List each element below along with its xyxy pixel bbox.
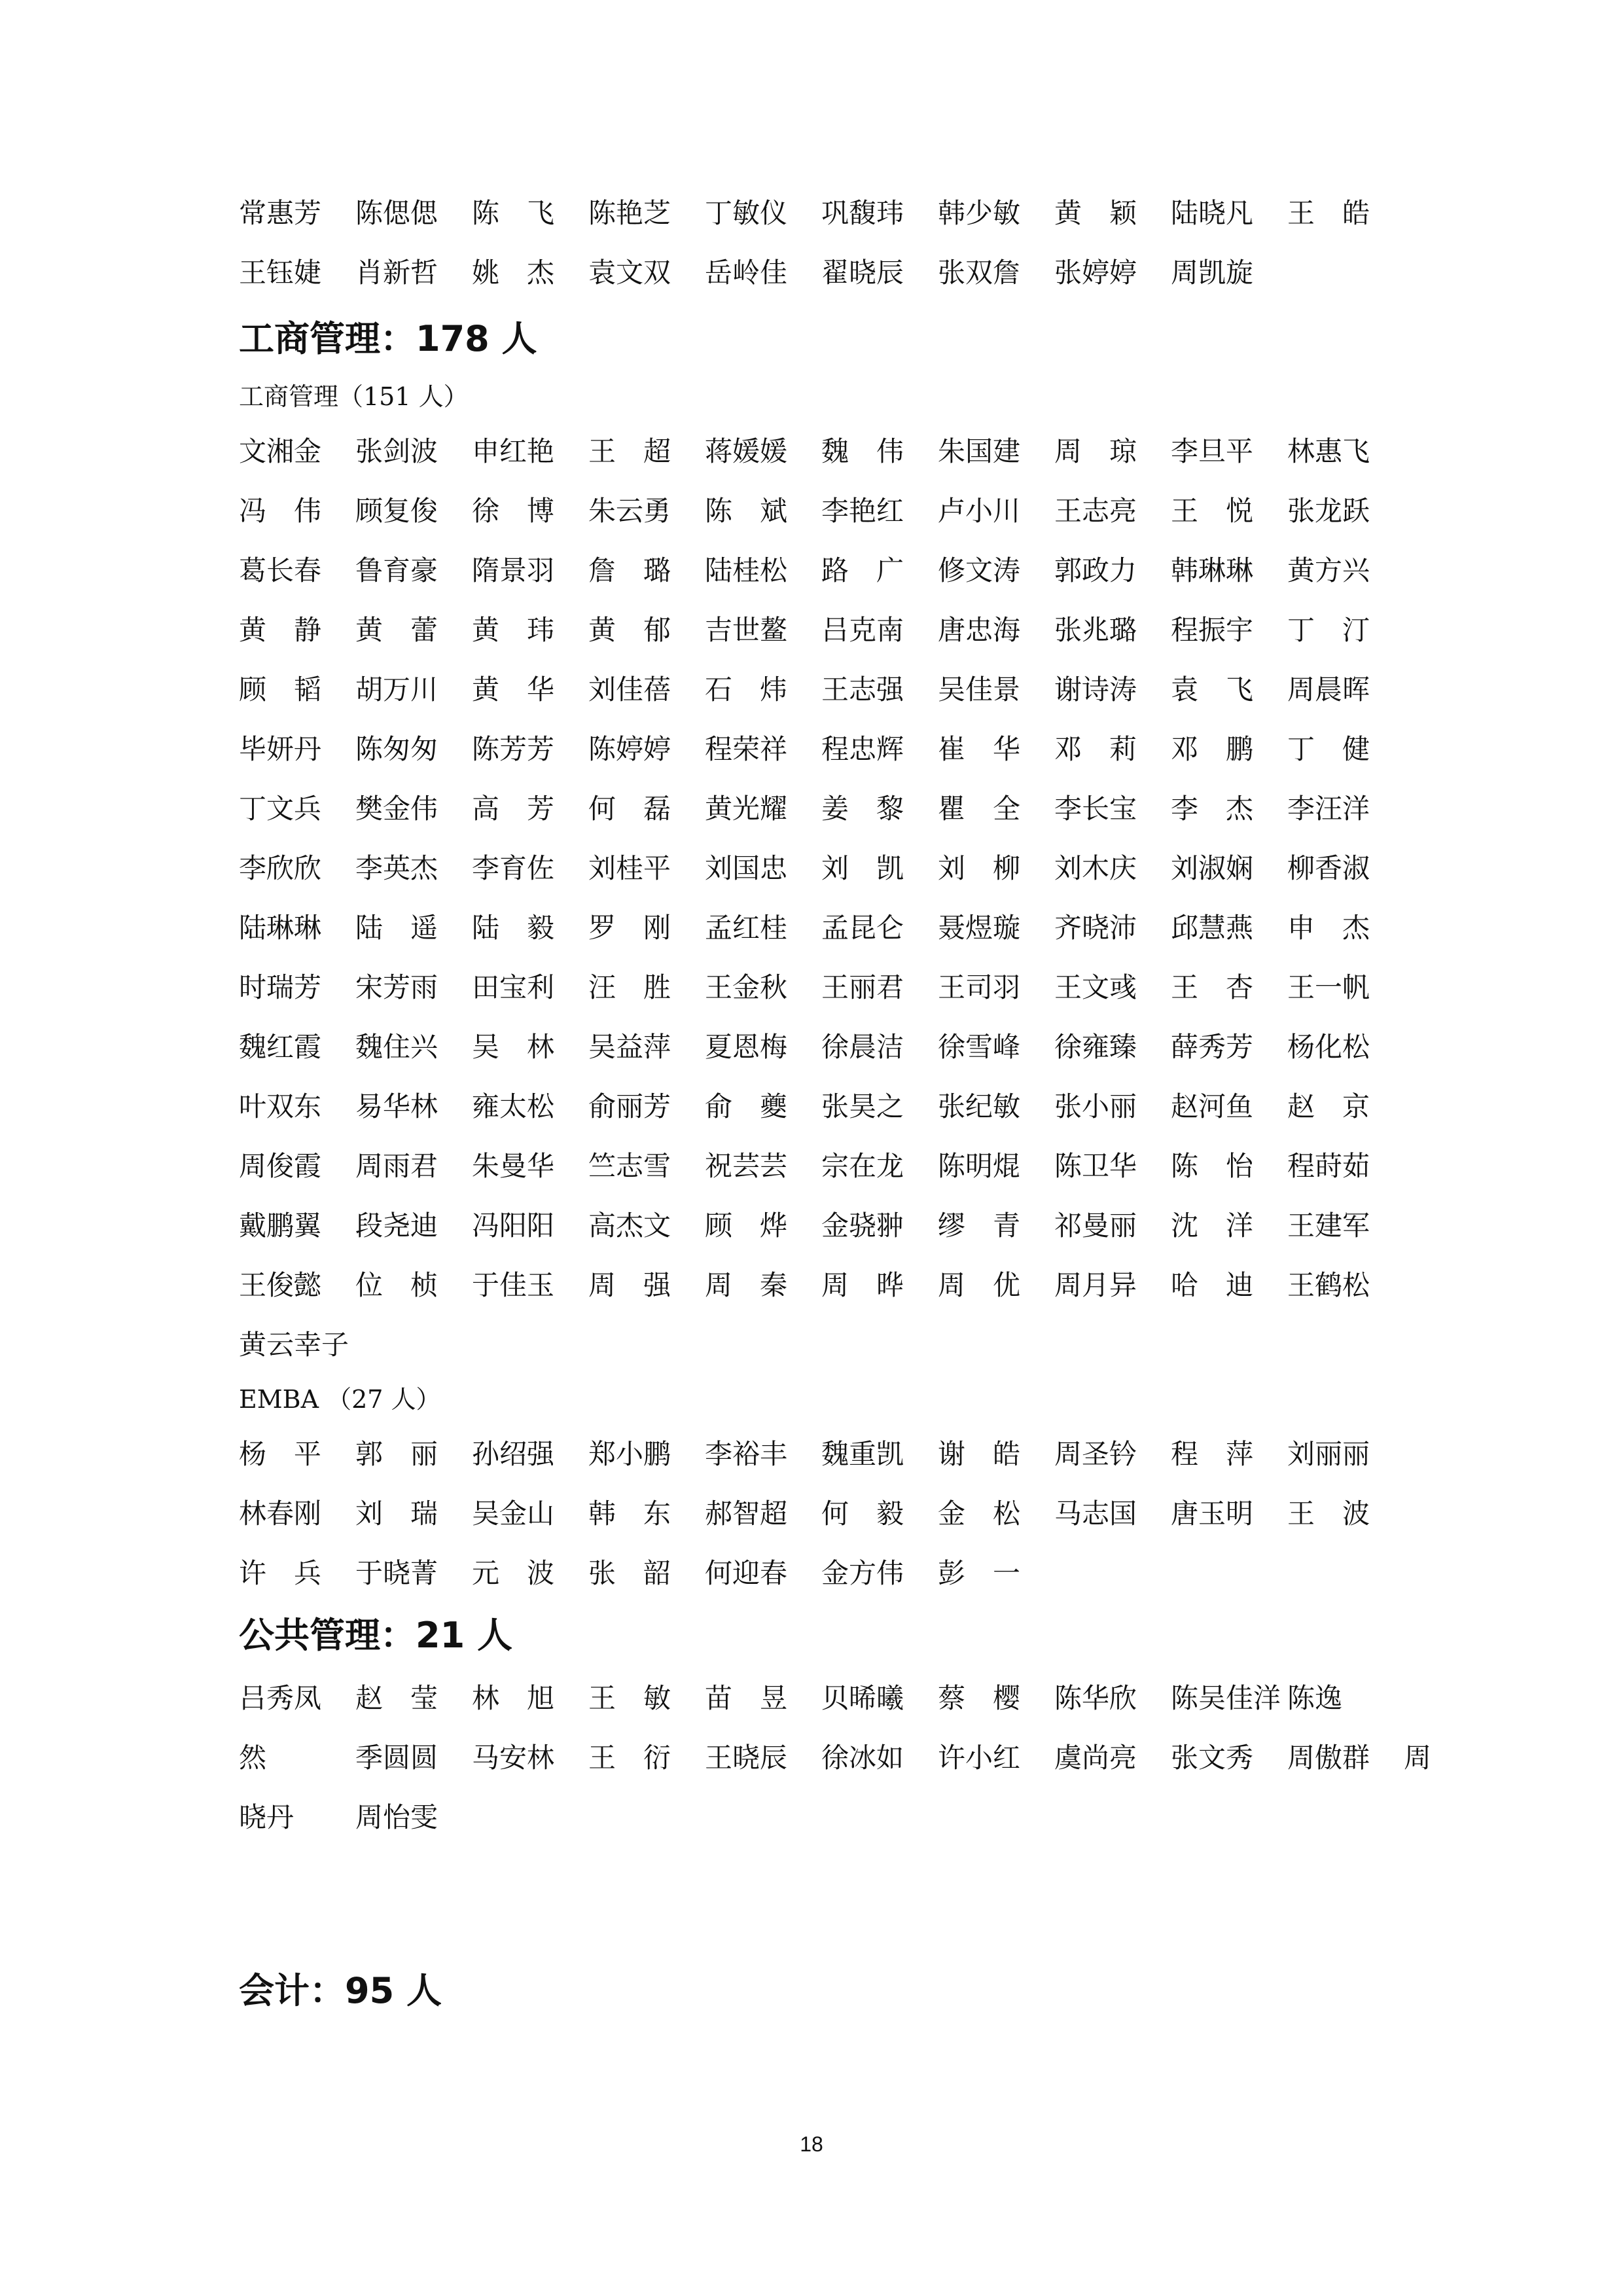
name-entry: 邓鹏 [1171,733,1281,765]
name-entry: 孙绍强 [472,1438,555,1470]
name-entry: 程莳茹 [1287,1150,1370,1182]
name-entry: 张小丽 [1054,1090,1137,1122]
name-entry: 郝智超 [705,1498,788,1530]
name-entry: 陈偲偲 [355,197,438,229]
name-entry: 鲁育豪 [355,554,438,586]
name-entry: 周晔 [821,1269,932,1301]
name-entry: 袁文双 [588,257,671,289]
name-entry: 瞿全 [938,793,1048,825]
name-entry: 吴佳景 [938,673,1021,706]
intro-name-list [239,183,1417,302]
name-entry: 蔡樱 [938,1682,1048,1714]
name-entry: 陆毅 [472,912,582,944]
name-entry: 李长宝 [1054,793,1137,825]
name-entry: 魏红霞 [239,1031,322,1063]
name-entry: 姚杰 [472,257,582,289]
name-entry: 申红艳 [472,435,555,467]
name-row [239,1255,1417,1315]
name-entry: 王鹤松 [1287,1269,1370,1301]
name-entry: 陈艳芝 [588,197,671,229]
name-entry: 程忠辉 [821,733,904,765]
name-entry: 程荣祥 [705,733,788,765]
page-content [239,183,1432,2024]
name-entry: 何磊 [588,793,699,825]
name-entry: 陈明焜 [938,1150,1021,1182]
name-entry: 贝晞曦 [821,1682,904,1714]
name-entry: 周 [1404,1742,1432,1774]
name-entry: 于佳玉 [472,1269,555,1301]
name-entry: 赵河鱼 [1171,1090,1254,1122]
sub-heading-emba: EMBA （27 人） [239,1385,441,1414]
name-entry: 王敏 [588,1682,699,1714]
name-entry: 季圆圆 [355,1742,438,1774]
name-entry: 王丽君 [821,971,904,1003]
name-entry: 刘佳蓓 [588,673,671,706]
name-entry: 周傲群 [1287,1742,1370,1774]
name-entry: 徐晨洁 [821,1031,904,1063]
name-entry: 易华林 [355,1090,438,1122]
name-entry: 宗在龙 [821,1150,904,1182]
name-row [239,958,1417,1017]
name-entry: 位桢 [355,1269,466,1301]
name-entry: 袁飞 [1171,673,1281,706]
name-entry: 陈吴佳洋 [1171,1682,1281,1714]
name-row [239,898,1417,958]
name-entry: 吕秀凤 [239,1682,322,1714]
name-entry: 沈洋 [1171,1210,1281,1242]
name-entry: 缪青 [938,1210,1048,1242]
name-entry: 俞夔 [705,1090,815,1122]
name-entry: 王金秋 [705,971,788,1003]
name-entry: 郑小鹏 [588,1438,671,1470]
name-entry: 周月异 [1054,1269,1137,1301]
name-entry: 邓莉 [1054,733,1165,765]
name-row [239,1136,1417,1196]
name-entry: 文湘金 [239,435,322,467]
name-entry: 翟晓辰 [821,257,904,289]
gongshang-name-list [239,422,1417,1374]
name-entry: 李汪洋 [1287,793,1370,825]
name-entry: 隋景羽 [472,554,555,586]
page-number: 18 [800,2132,823,2156]
name-entry: 陆桂松 [705,554,788,586]
name-entry: 陈卫华 [1054,1150,1137,1182]
name-entry: 叶双东 [239,1090,322,1122]
name-entry: 夏恩梅 [705,1031,788,1063]
name-entry: 姜黎 [821,793,932,825]
name-entry: 魏伟 [821,435,932,467]
name-entry: 陈飞 [472,197,582,229]
name-entry: 林旭 [472,1682,582,1714]
name-entry: 韩琳琳 [1171,554,1254,586]
name-entry: 林春刚 [239,1498,322,1530]
name-entry: 刘淑娴 [1171,852,1254,884]
name-entry: 程振宇 [1171,614,1254,646]
name-entry: 陈芳芳 [472,733,555,765]
name-entry: 晓丹 [239,1801,294,1833]
name-entry: 张兆璐 [1054,614,1137,646]
name-entry: 周凯旋 [1171,257,1254,289]
name-entry: 元波 [472,1557,582,1589]
name-entry: 齐晓沛 [1054,912,1137,944]
name-entry: 顾烨 [705,1210,815,1242]
name-entry: 高芳 [472,793,582,825]
name-entry: 毕妍丹 [239,733,322,765]
name-entry: 陈怡 [1171,1150,1281,1182]
name-entry: 李旦平 [1171,435,1254,467]
name-entry: 竺志雪 [588,1150,671,1182]
name-entry: 孟红桂 [705,912,788,944]
name-entry: 郭丽 [355,1438,466,1470]
name-entry: 程萍 [1171,1438,1281,1470]
name-entry: 王文彧 [1054,971,1137,1003]
name-entry: 徐雪峰 [938,1031,1021,1063]
name-row [239,1424,1417,1484]
name-entry: 马志国 [1054,1498,1137,1530]
name-entry: 周晨晖 [1287,673,1370,706]
name-entry: 陈斌 [705,495,815,527]
name-entry: 刘木庆 [1054,852,1137,884]
name-entry: 黄云幸子 [239,1329,349,1361]
name-entry: 李欣欣 [239,852,322,884]
name-entry: 韩东 [588,1498,699,1530]
name-row [239,1315,1417,1374]
name-row [239,600,1417,660]
section-heading-kuaiji: 会计：95 人 [239,1970,442,2011]
name-entry: 时瑞芳 [239,971,322,1003]
name-row [239,541,1417,600]
name-entry: 巩馥玮 [821,197,904,229]
name-entry: 祁曼丽 [1054,1210,1137,1242]
name-entry: 冯伟 [239,495,349,527]
name-entry: 宋芳雨 [355,971,438,1003]
name-entry: 杨化松 [1287,1031,1370,1063]
name-entry: 马安林 [472,1742,555,1774]
name-entry: 周怡雯 [355,1801,438,1833]
name-entry: 汪胜 [588,971,699,1003]
name-entry: 陈逸 [1287,1682,1343,1714]
name-entry: 王建军 [1287,1210,1370,1242]
name-entry: 丁健 [1287,733,1398,765]
name-entry: 李裕丰 [705,1438,788,1470]
name-entry: 邱慧燕 [1171,912,1254,944]
name-row [239,1196,1417,1255]
name-entry: 雍太松 [472,1090,555,1122]
name-entry: 张韶 [588,1557,699,1589]
name-entry: 于晓菁 [355,1557,438,1589]
name-entry: 许兵 [239,1557,349,1589]
name-entry: 王晓辰 [705,1742,788,1774]
name-entry: 祝芸芸 [705,1150,788,1182]
name-entry: 张双詹 [938,257,1021,289]
name-entry: 然 [239,1742,267,1774]
name-entry: 丁汀 [1287,614,1398,646]
name-entry: 谢皓 [938,1438,1048,1470]
name-entry: 张龙跃 [1287,495,1370,527]
name-entry: 赵京 [1287,1090,1398,1122]
name-entry: 王俊懿 [239,1269,322,1301]
name-entry: 周雨君 [355,1150,438,1182]
name-entry: 黄颖 [1054,197,1165,229]
name-entry: 刘柳 [938,852,1048,884]
name-entry: 段尧迪 [355,1210,438,1242]
name-entry: 申杰 [1287,912,1398,944]
name-entry: 李杰 [1171,793,1281,825]
name-entry: 卢小川 [938,495,1021,527]
name-entry: 许小红 [938,1742,1021,1774]
name-row [239,1787,1417,1847]
name-entry: 刘桂平 [588,852,671,884]
name-entry: 黄方兴 [1287,554,1370,586]
name-entry: 王钰婕 [239,257,322,289]
name-entry: 刘凯 [821,852,932,884]
name-entry: 王杏 [1171,971,1281,1003]
name-entry: 苗昱 [705,1682,815,1714]
name-entry: 王衍 [588,1742,699,1774]
name-entry: 孟昆仑 [821,912,904,944]
name-entry: 陆琳琳 [239,912,322,944]
name-entry: 黄郁 [588,614,699,646]
name-entry: 王皓 [1287,197,1398,229]
name-entry: 吴林 [472,1031,582,1063]
name-entry: 李艳红 [821,495,904,527]
name-entry: 陈婷婷 [588,733,671,765]
name-row [239,779,1417,838]
name-row [239,1484,1417,1543]
name-entry: 金松 [938,1498,1048,1530]
name-entry: 李育佐 [472,852,555,884]
name-entry: 何毅 [821,1498,932,1530]
name-row [239,1017,1417,1077]
name-entry: 刘瑞 [355,1498,466,1530]
name-entry: 朱曼华 [472,1150,555,1182]
name-entry: 张剑波 [355,435,438,467]
name-entry: 岳岭佳 [705,257,788,289]
name-entry: 吕克南 [821,614,904,646]
name-entry: 朱国建 [938,435,1021,467]
name-entry: 顾韬 [239,673,349,706]
name-entry: 杨平 [239,1438,349,1470]
name-entry: 张纪敏 [938,1090,1021,1122]
name-row [239,481,1417,541]
name-row [239,1668,1417,1728]
name-entry: 虞尚亮 [1054,1742,1137,1774]
name-entry: 王悦 [1171,495,1281,527]
name-entry: 金骁翀 [821,1210,904,1242]
name-entry: 樊金伟 [355,793,438,825]
name-entry: 王志强 [821,673,904,706]
name-entry: 罗刚 [588,912,699,944]
name-entry: 张文秀 [1171,1742,1254,1774]
name-entry: 顾复俊 [355,495,438,527]
name-row [239,1077,1417,1136]
name-entry: 周优 [938,1269,1048,1301]
name-entry: 王一帆 [1287,971,1370,1003]
name-row [239,1728,1432,1787]
name-entry: 田宝利 [472,971,555,1003]
name-row [239,1543,1417,1603]
name-entry: 陆晓凡 [1171,197,1254,229]
name-row [239,660,1417,719]
name-entry: 柳香淑 [1287,852,1370,884]
name-entry: 徐雍臻 [1054,1031,1137,1063]
name-entry: 金方伟 [821,1557,904,1589]
name-entry: 俞丽芳 [588,1090,671,1122]
name-entry: 张昊之 [821,1090,904,1122]
name-entry: 韩少敏 [938,197,1021,229]
name-entry: 詹璐 [588,554,699,586]
name-entry: 林惠飞 [1287,435,1370,467]
name-row [239,243,1417,302]
name-entry: 吴金山 [472,1498,555,1530]
name-entry: 胡万川 [355,673,438,706]
name-entry: 周强 [588,1269,699,1301]
name-entry: 高杰文 [588,1210,671,1242]
name-entry: 徐博 [472,495,582,527]
name-entry: 彭一 [938,1557,1048,1589]
name-entry: 薛秀芳 [1171,1031,1254,1063]
name-entry: 黄蕾 [355,614,466,646]
name-entry: 戴鹏翼 [239,1210,322,1242]
name-entry: 王超 [588,435,699,467]
name-entry: 黄光耀 [705,793,788,825]
name-entry: 陆遥 [355,912,466,944]
name-entry: 陈华欣 [1054,1682,1137,1714]
name-entry: 陈匆匆 [355,733,438,765]
name-entry: 黄玮 [472,614,582,646]
name-row [239,719,1417,779]
name-entry: 聂煜璇 [938,912,1021,944]
gonggong-name-list [239,1668,1432,1847]
name-entry: 周俊霞 [239,1150,322,1182]
name-entry: 刘丽丽 [1287,1438,1370,1470]
name-entry: 王志亮 [1054,495,1137,527]
name-entry: 徐冰如 [821,1742,904,1774]
name-row [239,183,1417,243]
name-entry: 李英杰 [355,852,438,884]
section-heading-gongshang: 工商管理：178 人 [239,318,537,359]
name-entry: 肖新哲 [355,257,438,289]
name-entry: 哈迪 [1171,1269,1281,1301]
name-entry: 黄华 [472,673,582,706]
name-entry: 黄静 [239,614,349,646]
sub-heading-gongshang: 工商管理（151 人） [239,382,469,411]
name-entry: 修文涛 [938,554,1021,586]
name-entry: 谢诗涛 [1054,673,1137,706]
name-entry: 郭政力 [1054,554,1137,586]
name-entry: 吴益萍 [588,1031,671,1063]
name-entry: 石炜 [705,673,815,706]
name-entry: 周秦 [705,1269,815,1301]
name-entry: 王波 [1287,1498,1398,1530]
name-entry: 路广 [821,554,932,586]
name-entry: 王司羽 [938,971,1021,1003]
name-entry: 崔华 [938,733,1048,765]
name-entry: 丁敏仪 [705,197,788,229]
name-entry: 周琼 [1054,435,1165,467]
name-entry: 蒋媛媛 [705,435,788,467]
name-entry: 魏住兴 [355,1031,438,1063]
name-entry: 赵莹 [355,1682,466,1714]
name-entry: 刘国忠 [705,852,788,884]
name-entry: 何迎春 [705,1557,788,1589]
name-entry: 吉世鳌 [705,614,788,646]
section-heading-gonggong: 公共管理：21 人 [239,1615,512,1656]
name-entry: 朱云勇 [588,495,671,527]
name-entry: 常惠芳 [239,197,322,229]
name-entry: 葛长春 [239,554,322,586]
name-entry: 丁文兵 [239,793,322,825]
name-entry: 冯阳阳 [472,1210,555,1242]
name-entry: 周圣钤 [1054,1438,1137,1470]
name-row [239,422,1417,481]
name-entry: 唐玉明 [1171,1498,1254,1530]
name-entry: 张婷婷 [1054,257,1137,289]
name-row [239,838,1417,898]
emba-name-list [239,1424,1417,1603]
name-entry: 唐忠海 [938,614,1021,646]
name-entry: 魏重凯 [821,1438,904,1470]
